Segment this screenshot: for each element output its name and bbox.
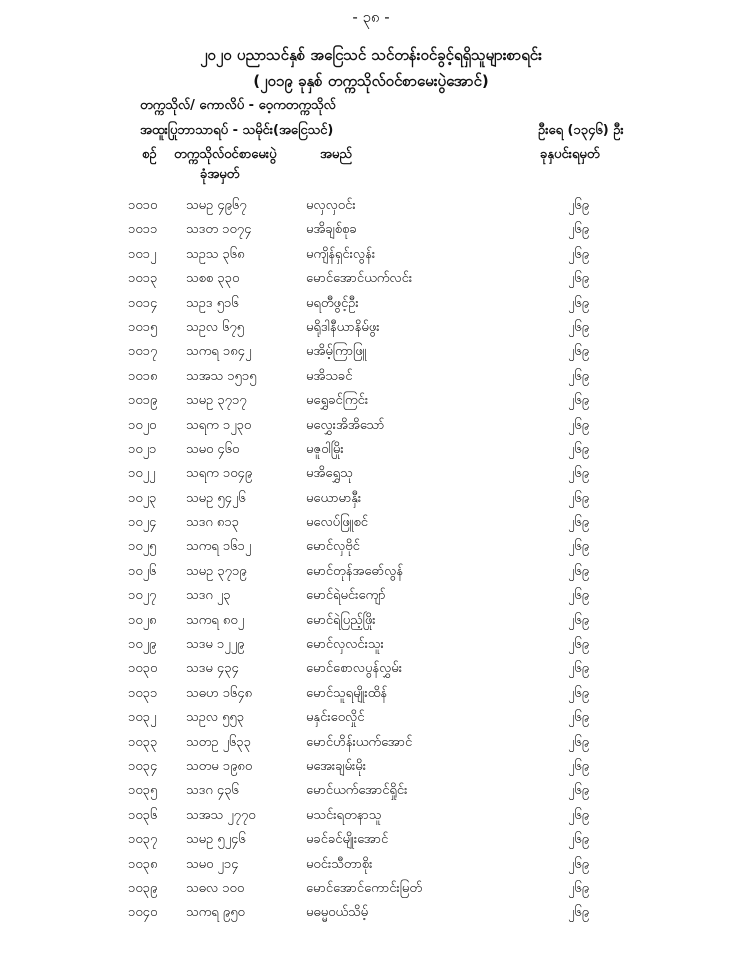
cell-serial: ၁၀၃၂ <box>128 710 157 726</box>
cell-score: ၂၆၉ <box>568 222 590 238</box>
cell-serial: ၁၀၃၈ <box>128 856 158 872</box>
cell-name: မလွှေးအိအိသော် <box>306 417 385 433</box>
cell-serial: ၁၀၁၇ <box>128 344 158 360</box>
table-row <box>0 754 742 778</box>
cell-serial: ၁၀၁၁ <box>128 222 158 238</box>
cell-score: ၂၆၉ <box>568 198 590 213</box>
cell-serial: ၁၀၁၉ <box>128 393 158 409</box>
cell-name: မရိုဒါနီယာနိမ်ဖွး <box>306 319 380 335</box>
cell-serial: ၁၀၃၆ <box>128 807 158 823</box>
header-score: ခုနှပင်းရမှတ် <box>540 147 600 162</box>
cell-serial: ၁၀၃၀ <box>128 661 158 677</box>
cell-name: မရွှေခင်ကြင်း <box>306 393 369 409</box>
cell-serial: ၁၀၃၅ <box>128 783 158 799</box>
cell-roll-number: သမဥ ၅၂၄၆ <box>186 832 246 848</box>
cell-name: မောင်အောင်ကောင်းမြတ် <box>306 880 422 896</box>
table-row <box>0 364 742 388</box>
cell-score: ၂၆၉ <box>568 905 590 921</box>
cell-score: ၂၆၉ <box>568 539 590 555</box>
cell-name: မောင်သူရမျိုးထိန် <box>306 685 388 701</box>
cell-serial: ၁၀၃၉ <box>128 880 158 896</box>
cell-serial: ၁၀၂၇ <box>128 588 157 604</box>
cell-serial: ၁၀၂၁ <box>128 441 157 457</box>
cell-score: ၂၆၉ <box>568 685 590 701</box>
cell-serial: ၁၀၂၉ <box>128 637 157 653</box>
cell-score: ၂၆၉ <box>568 490 590 506</box>
cell-name: မောင်လှလင်းသူး <box>306 637 384 653</box>
cell-name: မောင်စောလပွန်လွှမ်း <box>306 661 403 677</box>
cell-name: မဓမ္မဝယ်သိမ့် <box>306 905 369 921</box>
cell-name: မနှင်းဝေလှိုင် <box>306 710 365 726</box>
cell-score: ၂၆၉ <box>568 637 590 653</box>
table-row <box>0 900 742 924</box>
student-list <box>0 193 742 925</box>
table-row <box>0 827 742 851</box>
cell-serial: ၁၀၂၄ <box>128 515 157 531</box>
cell-serial: ၁၀၁၀ <box>128 198 158 213</box>
cell-score: ၂၆၉ <box>568 319 590 335</box>
specialization-label: အထူးပြုဘာသာရပ် - သမိုင်း(အငြေသင်) <box>140 123 334 138</box>
cell-serial: ၁၀၁၈ <box>128 368 158 384</box>
table-row <box>0 486 742 510</box>
cell-roll-number: သရက ၁၀၄၉ <box>186 466 253 482</box>
cell-roll-number: သဒဂ ၂၃ <box>186 588 231 604</box>
cell-name: မကျိန်ရှင်းလွန်း <box>306 246 376 262</box>
cell-roll-number: သဒဂ ၄၃၆ <box>186 783 239 799</box>
cell-roll-number: သအသ ၂၇၇၀ <box>186 807 256 823</box>
cell-name: မောင်ရဲမင်းကျော် <box>306 588 386 604</box>
table-row <box>0 608 742 632</box>
cell-serial: ၁၀၃၄ <box>128 758 158 774</box>
table-row <box>0 266 742 290</box>
header-name: အမည် <box>320 147 352 162</box>
document-subtitle: (၂၀၁၉ ခုနှစ် တက္ကသိုလ်ဝင်စာမေးပွဲအောင်) <box>253 72 489 90</box>
cell-serial: ၁၀၁၅ <box>128 319 158 335</box>
cell-name: မခင်ခင်မျိုးအောင် <box>306 832 389 848</box>
cell-roll-number: သကရ ၉၅၀ <box>186 905 245 921</box>
cell-serial: ၁၀၂၈ <box>128 612 157 628</box>
cell-roll-number: သဥသ ၃၆၈ <box>186 246 245 262</box>
cell-serial: ၁၀၂၆ <box>128 563 157 579</box>
cell-roll-number: သမဥ ၃၇၁၉ <box>186 563 247 579</box>
cell-score: ၂၆၉ <box>568 441 590 457</box>
cell-name: မောင်တုန်အဓော်လွန် <box>306 563 403 579</box>
cell-roll-number: သမဥ ၅၄၂၆ <box>186 490 246 506</box>
cell-roll-number: သကရ ၈၀၂ <box>186 612 245 628</box>
cell-roll-number: သဓဟ ၁၆၄၈ <box>186 685 253 701</box>
table-row <box>0 413 742 437</box>
table-row <box>0 388 742 412</box>
header-serial: စဉ် <box>142 147 157 162</box>
table-row <box>0 315 742 339</box>
cell-score: ၂၆၉ <box>568 807 590 823</box>
university-label: တက္ကသိုလ်/ ကောလိပ် - ဝေ့ကတက္ကသိုလ် <box>140 98 336 113</box>
table-row <box>0 730 742 754</box>
cell-score: ၂၆၉ <box>568 466 590 482</box>
cell-score: ၂၆၉ <box>568 295 590 311</box>
table-row <box>0 291 742 315</box>
table-row <box>0 876 742 900</box>
cell-roll-number: သဥလ ၆၇၅ <box>186 319 245 335</box>
table-row <box>0 803 742 827</box>
cell-name: မောင်ယက်အောင်ရှိုင်း <box>306 783 408 799</box>
cell-score: ၂၆၉ <box>568 344 590 360</box>
cell-score: ၂၆၉ <box>568 368 590 384</box>
cell-name: မောင်လှဗိုင် <box>306 539 360 555</box>
cell-score: ၂၆၉ <box>568 612 590 628</box>
table-row <box>0 437 742 461</box>
total-count-label: ဦးရေ (၁၃၄၆) ဦး <box>538 123 624 138</box>
cell-roll-number: သဒတ ၁၀၇၄ <box>186 222 252 238</box>
cell-name: မောင်ရဲပြည့်ဖြိုး <box>306 612 376 628</box>
cell-serial: ၁၀၁၂ <box>128 246 157 262</box>
cell-name: မဇူဝါမြိုး <box>306 441 344 457</box>
table-row <box>0 193 742 217</box>
table-row <box>0 656 742 680</box>
cell-roll-number: သမဝ ၂၁၄ <box>186 856 239 872</box>
cell-roll-number: သတဥ ၂၆၃၃ <box>186 734 251 750</box>
cell-roll-number: သမဝ ၄၆၀ <box>186 441 240 457</box>
header-roll-number: တက္ကသိုလ်ဝင်စာမေးပွဲ <box>174 147 277 162</box>
table-row <box>0 583 742 607</box>
table-row <box>0 534 742 558</box>
cell-name: မလှလှဝင်း <box>306 198 356 213</box>
header-roll-number-line2: ခုံအမှတ် <box>200 167 240 182</box>
cell-roll-number: သဥဒ ၅၁၆ <box>186 295 239 311</box>
cell-roll-number: သမဥ ၄၉၆၇ <box>186 198 247 213</box>
cell-score: ၂၆၉ <box>568 271 590 287</box>
cell-serial: ၁၀၁၃ <box>128 271 158 287</box>
cell-name: မအိချစ်စုခ <box>306 222 357 238</box>
cell-name: မသင်းရတနာသူ <box>306 807 382 823</box>
cell-name: မလေပ်ဖြူစင် <box>306 515 368 531</box>
cell-score: ၂၆၉ <box>568 710 590 726</box>
cell-serial: ၁၀၁၄ <box>128 295 158 311</box>
cell-roll-number: သဒမ ၁၂၂၉ <box>186 637 245 653</box>
cell-score: ၂၆၉ <box>568 563 590 579</box>
cell-roll-number: သအသ ၁၅၁၅ <box>186 368 257 384</box>
table-row <box>0 778 742 802</box>
cell-name: မယောမာနှီး <box>306 490 362 506</box>
cell-serial: ၁၀၄၀ <box>128 905 158 921</box>
cell-score: ၂၆၉ <box>568 588 590 604</box>
cell-score: ၂၆၉ <box>568 246 590 262</box>
cell-roll-number: သတမ ၁၉၈၀ <box>186 758 253 774</box>
cell-name: မဝင်းသီတာစိုး <box>306 856 373 872</box>
cell-name: မောင်ဟိန်းယက်အောင် <box>306 734 413 750</box>
cell-roll-number: သစစ ၃၃၀ <box>186 271 240 287</box>
cell-name: မအိသခင် <box>306 368 353 384</box>
table-row <box>0 852 742 876</box>
cell-serial: ၁၀၂၃ <box>128 490 157 506</box>
cell-roll-number: သဒမ ၄၃၄ <box>186 661 239 677</box>
cell-score: ၂၆၉ <box>568 515 590 531</box>
table-row <box>0 632 742 656</box>
cell-score: ၂၆၉ <box>568 856 590 872</box>
cell-score: ၂၆၉ <box>568 417 590 433</box>
table-row <box>0 339 742 363</box>
cell-roll-number: သဓလ ၁၀၀ <box>186 880 245 896</box>
cell-serial: ၁၀၂၀ <box>128 417 157 433</box>
cell-roll-number: သဥလ ၅၅၃ <box>186 710 245 726</box>
cell-score: ၂၆၉ <box>568 393 590 409</box>
cell-score: ၂၆၉ <box>568 661 590 677</box>
table-row <box>0 461 742 485</box>
page-number: - ၃၈ - <box>352 8 390 26</box>
cell-score: ၂၆၉ <box>568 758 590 774</box>
cell-serial: ၁၀၃၇ <box>128 832 158 848</box>
cell-name: မအိမ့်ကြာဖြူ <box>306 344 367 360</box>
cell-name: မအေးချမ်းမိုး <box>306 758 367 774</box>
cell-roll-number: သကရ ၁၆၁၂ <box>186 539 252 555</box>
cell-score: ၂၆၉ <box>568 783 590 799</box>
table-row <box>0 681 742 705</box>
cell-name: မအိရွှေသု <box>306 466 353 482</box>
table-row <box>0 510 742 534</box>
cell-serial: ၁၀၂၂ <box>128 466 156 482</box>
cell-roll-number: သမဥ ၃၇၁၇ <box>186 393 247 409</box>
cell-roll-number: သရက ၁၂၃၀ <box>186 417 252 433</box>
cell-score: ၂၆၉ <box>568 880 590 896</box>
cell-name: မရတီဖွင့်ဦး <box>306 295 359 311</box>
table-row <box>0 242 742 266</box>
cell-roll-number: သဒဂ ၈၁၃ <box>186 515 239 531</box>
table-row <box>0 559 742 583</box>
table-row <box>0 217 742 241</box>
cell-score: ၂၆၉ <box>568 832 590 848</box>
cell-serial: ၁၀၃၁ <box>128 685 158 701</box>
cell-score: ၂၆၉ <box>568 734 590 750</box>
document-title: ၂၀၂၀ ပညာသင်နှစ် အငြေသင် သင်တန်းဝင်ခွင့်ရရှိသူများစာရင်း <box>200 46 542 64</box>
cell-serial: ၁၀၂၅ <box>128 539 157 555</box>
cell-roll-number: သကရ ၁၈၄၂ <box>186 344 252 360</box>
table-row <box>0 705 742 729</box>
cell-name: မောင်အောင်ယက်လင်း <box>306 271 413 287</box>
cell-serial: ၁၀၃၃ <box>128 734 158 750</box>
